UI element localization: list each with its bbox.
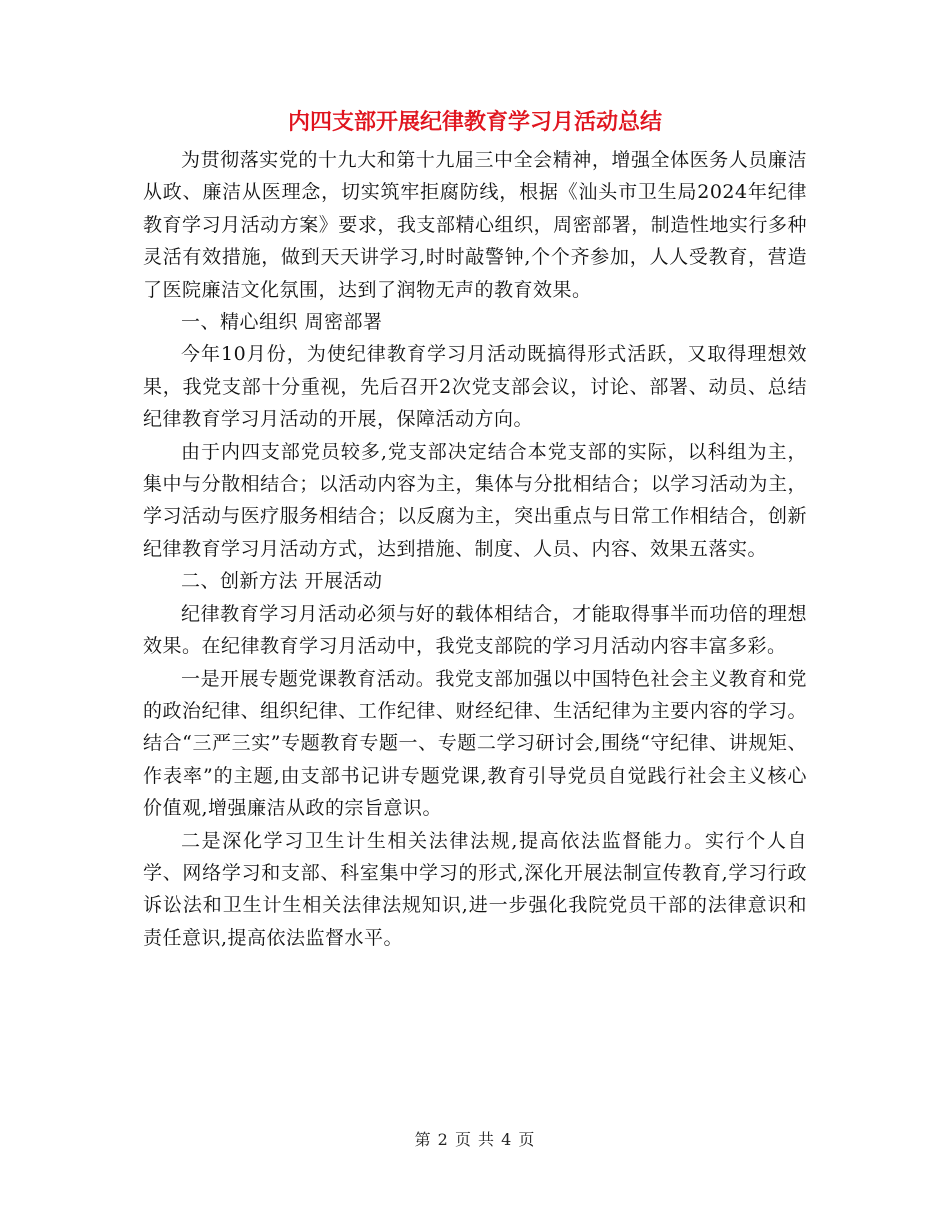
section-heading-2: 二、创新方法 开展活动 — [181, 570, 383, 593]
page-number-footer: 第 2 页 共 4 页 — [414, 1130, 536, 1149]
paragraph-intro: 为贯彻落实党的十九大和第十九届三中全会精神，增强全体医务人员廉洁从政、廉洁从医理念，切实筑牢拒腐防线，根据《汕头市卫生局2024年纪律教育学习月活动方案》要求，我支部精心组织，周密部署，制造性地实行多种灵活有效措施，做到天天讲学习,时时敲警钟,个个齐参加，人人受教育，营造了医院廉洁文化氛围，达到了润物无声的教育效果。 — [143, 149, 807, 301]
paragraph-section2-a: 纪律教育学习月活动必须与好的载体相结合，才能取得事半而功倍的理想效果。在纪律教育学习月活动中，我党支部院的学习月活动内容丰富多彩。 — [143, 602, 807, 658]
paragraph-section1-a: 今年10月份，为使纪律教育学习月活动既搞得形式活跃，又取得理想效果，我党支部十分重视，先后召开2次党支部会议，讨论、部署、动员、总结纪律教育学习月活动的开展，保障活动方向。 — [143, 343, 807, 431]
section-heading-1: 一、精心组织 周密部署 — [181, 311, 383, 334]
paragraph-section1-b: 由于内四支部党员较多,党支部决定结合本党支部的实际，以科组为主，集中与分散相结合；以活动内容为主，集体与分批相结合；以学习活动为主，学习活动与医疗服务相结合；以反腐为主，突出重点与日常工作相结合，创新纪律教育学习月活动方式，达到措施、制度、人员、内容、效果五落实。 — [143, 440, 807, 560]
paragraph-section2-c: 二是深化学习卫生计生相关法律法规,提高依法监督能力。实行个人自学、网络学习和支部、科室集中学习的形式,深化开展法制宣传教育,学习行政诉讼法和卫生计生相关法律法规知识,进一步强化我院党员干部的法律意识和责任意识,提高依法监督水平。 — [143, 829, 807, 949]
paragraph-section2-b: 一是开展专题党课教育活动。我党支部加强以中国特色社会主义教育和党的政治纪律、组织纪律、工作纪律、财经纪律、生活纪律为主要内容的学习。结合“三严三实”专题教育专题一、专题二学习研讨会,围绕“守纪律、讲规矩、作表率”的主题,由支部书记讲专题党课,教育引导党员自觉践行社会主义核心价值观,增强廉洁从政的宗旨意识。 — [143, 667, 807, 820]
document-page — [143, 106, 807, 954]
document-title: 内四支部开展纪律教育学习月活动总结 — [287, 109, 662, 135]
